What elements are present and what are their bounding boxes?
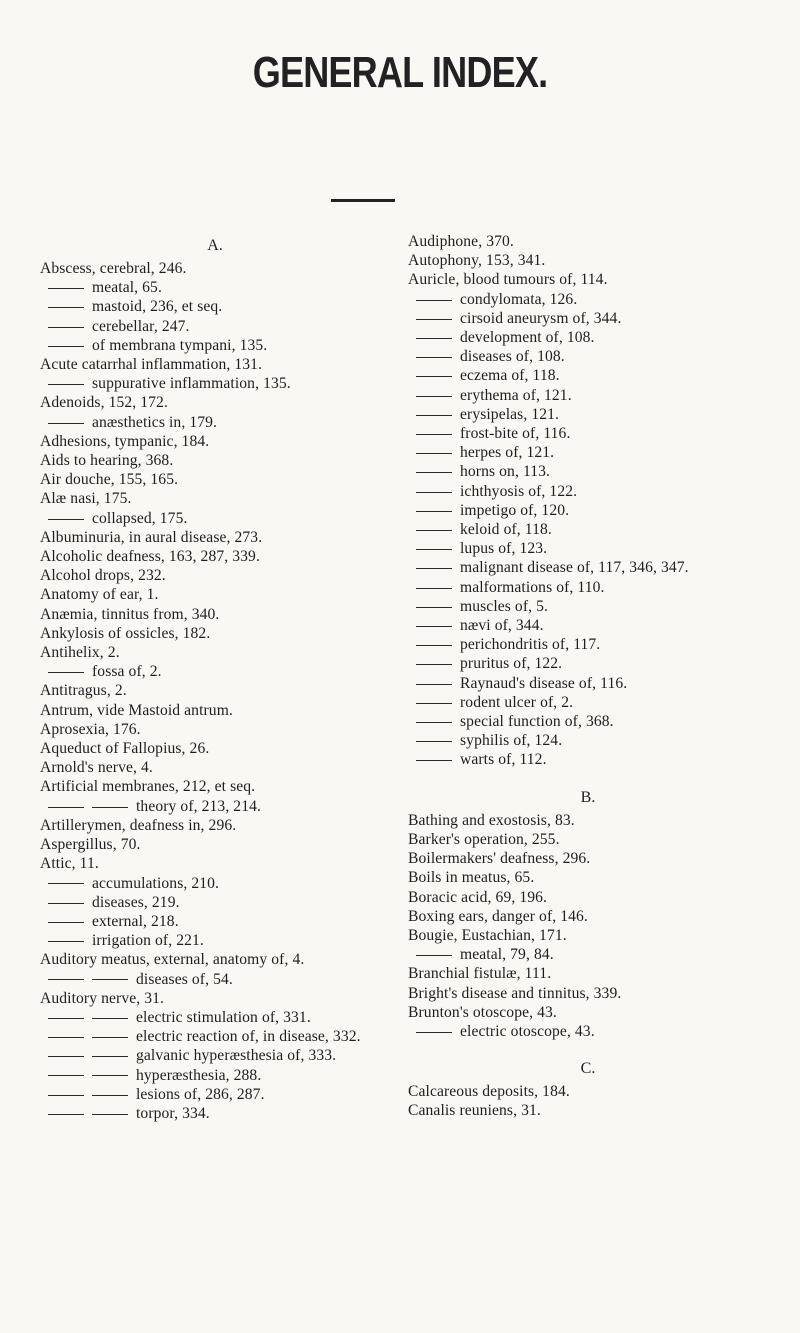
entry-text: development of, 108. [460,329,595,347]
index-entry [408,251,768,270]
entry-text: hyperæsthesia, 288. [136,1066,262,1084]
entry-text: muscles of, 5. [460,597,549,615]
entry-text: horns on, 113. [460,463,551,481]
entry-text: electric stimulation of, 331. [136,1008,311,1026]
ditto-dash [48,672,84,673]
section-letter-heading: B. [580,788,596,806]
index-entry [408,830,768,849]
ditto-dash [416,607,452,608]
index-subentry [40,317,390,336]
ditto-dash [48,423,84,424]
index-entry [408,926,768,945]
entry-text: Auditory meatus, external, anatomy of, 4. [40,951,305,969]
entry-text: cirsoid aneurysm of, 344. [460,309,622,327]
index-subentry [408,405,768,424]
entry-text: Artillerymen, deafness in, 296. [40,816,237,834]
entry-text: herpes of, 121. [460,444,555,462]
ditto-dash [416,626,452,627]
ditto-dash [48,327,84,328]
ditto-dash [92,1095,128,1096]
index-subentry [408,731,768,750]
ditto-dash [92,1114,128,1115]
entry-text: Albuminuria, in aural disease, 273. [40,528,263,546]
index-subentry [408,712,768,731]
index-entry [40,432,390,451]
index-subentry [408,290,768,309]
entry-text: Aspergillus, 70. [40,836,141,854]
index-entry [40,739,390,758]
entry-text: Alæ nasi, 175. [40,490,132,508]
index-subentry [40,1085,390,1104]
ditto-dash [48,288,84,289]
ditto-dash [416,568,452,569]
entry-text: Auricle, blood tumours of, 114. [408,271,608,289]
entry-text: lupus of, 123. [460,540,548,558]
section-letter-heading: C. [580,1060,596,1078]
index-entry [40,451,390,470]
index-entry [40,470,390,489]
ditto-dash [48,807,84,808]
entry-text: Ankylosis of ossicles, 182. [40,624,211,642]
ditto-dash [416,741,452,742]
ditto-dash [48,922,84,923]
entry-text: suppurative inflammation, 135. [92,375,291,393]
entry-text: theory of, 213, 214. [136,797,261,815]
title-rule [331,199,395,202]
entry-text: Acute catarrhal inflammation, 131. [40,356,263,374]
index-entry [408,270,768,289]
index-subentry [408,654,768,673]
entry-text: Brunton's otoscope, 43. [408,1003,557,1021]
ditto-dash [416,703,452,704]
ditto-dash [92,1037,128,1038]
entry-text: Boracic acid, 69, 196. [408,888,548,906]
entry-text: Adhesions, tympanic, 184. [40,432,210,450]
ditto-dash [416,722,452,723]
index-entry [40,854,390,873]
entry-text: Bougie, Eustachian, 171. [408,926,567,944]
ditto-dash [416,415,452,416]
entry-text: Artificial membranes, 212, et seq. [40,778,256,796]
entry-text: Aids to hearing, 368. [40,452,174,470]
index-entry [40,393,390,412]
entry-text: pruritus of, 122. [460,655,563,673]
ditto-dash [416,357,452,358]
entry-text: torpor, 334. [136,1104,210,1122]
ditto-dash [92,807,128,808]
index-subentry [408,616,768,635]
ditto-dash [48,903,84,904]
index-entry [408,984,768,1003]
entry-text: ichthyosis of, 122. [460,482,578,500]
entry-text: Aqueduct of Fallopius, 26. [40,740,210,758]
entry-text: condylomata, 126. [460,290,578,308]
entry-text: Arnold's nerve, 4. [40,759,153,777]
index-entry [408,811,768,830]
index-subentry [408,309,768,328]
index-subentry [408,520,768,539]
index-entry [408,964,768,983]
index-entry [408,907,768,926]
entry-text: accumulations, 210. [92,874,220,892]
index-subentry [40,1008,390,1027]
ditto-dash [416,1032,452,1033]
index-subentry [40,874,390,893]
index-column-right [408,232,768,1121]
ditto-dash [416,760,452,761]
index-entry [408,232,768,251]
index-subentry [408,328,768,347]
entry-text: Abscess, cerebral, 246. [40,260,187,277]
index-subentry [40,336,390,355]
ditto-dash [416,319,452,320]
index-entry [40,489,390,508]
ditto-dash [48,941,84,942]
entry-text: diseases of, 54. [136,970,233,988]
index-subentry [40,1104,390,1123]
index-subentry [40,1046,390,1065]
entry-text: Air douche, 155, 165. [40,471,179,489]
entry-text: Autophony, 153, 341. [408,252,546,270]
entry-text: galvanic hyperæsthesia of, 333. [136,1047,337,1065]
entry-text: Raynaud's disease of, 116. [460,674,628,692]
entry-text: Alcoholic deafness, 163, 287, 339. [40,548,260,566]
index-subentry [40,912,390,931]
entry-text: electric otoscope, 43. [460,1022,595,1040]
ditto-dash [92,979,128,980]
ditto-dash [416,453,452,454]
index-entry [40,989,390,1008]
index-subentry [408,597,768,616]
entry-text: Antitragus, 2. [40,682,127,700]
entry-text: syphilis of, 124. [460,732,563,750]
index-entry [408,888,768,907]
entry-text: diseases of, 108. [460,348,565,366]
entry-text: mastoid, 236, et seq. [92,298,223,316]
ditto-dash [416,396,452,397]
index-subentry [408,558,768,577]
entry-text: frost-bite of, 116. [460,425,571,443]
entry-text: warts of, 112. [460,751,547,769]
ditto-dash [416,684,452,685]
index-subentry [408,462,768,481]
ditto-dash [48,1018,84,1019]
entry-text: meatal, 79, 84. [460,946,554,964]
index-subentry [408,674,768,693]
entry-text: eczema of, 118. [460,367,560,385]
index-entry [40,259,390,278]
ditto-dash [416,300,452,301]
index-entry [40,624,390,643]
section-letter-heading: A. [207,237,223,254]
entry-text: Calcareous deposits, 184. [408,1083,570,1101]
entry-text: Aprosexia, 176. [40,720,141,738]
entry-text: erysipelas, 121. [460,405,560,423]
ditto-dash [48,979,84,980]
ditto-dash [48,519,84,520]
entry-text: external, 218. [92,912,179,930]
ditto-dash [48,384,84,385]
entry-text: Anæmia, tinnitus from, 340. [40,605,220,623]
entry-text: malformations of, 110. [460,578,605,596]
index-subentry [40,509,390,528]
ditto-dash [416,472,452,473]
entry-text: Bright's disease and tinnitus, 339. [408,984,622,1002]
entry-text: perichondritis of, 117. [460,636,601,654]
index-subentry [40,893,390,912]
index-entry [40,835,390,854]
index-entry [40,355,390,374]
index-subentry [408,501,768,520]
entry-text: nævi of, 344. [460,617,544,635]
index-entry [40,950,390,969]
ditto-dash [48,307,84,308]
entry-text: irrigation of, 221. [92,932,204,950]
ditto-dash [416,955,452,956]
index-subentry [40,1027,390,1046]
index-subentry [40,374,390,393]
entry-text: cerebellar, 247. [92,317,190,335]
index-subentry [408,1022,768,1041]
ditto-dash [48,1095,84,1096]
ditto-dash [92,1018,128,1019]
ditto-dash [416,434,452,435]
ditto-dash [48,1075,84,1076]
ditto-dash [48,346,84,347]
index-entry [40,816,390,835]
index-subentry [408,945,768,964]
ditto-dash [416,588,452,589]
entry-text: meatal, 65. [92,279,162,297]
ditto-dash [416,338,452,339]
entry-text: impetigo of, 120. [460,501,570,519]
entry-text: Boilermakers' deafness, 296. [408,850,591,868]
index-subentry [408,424,768,443]
section-gap [408,1041,768,1055]
ditto-dash [416,549,452,550]
index-entry [40,605,390,624]
index-subentry [40,662,390,681]
index-entry [40,681,390,700]
index-entry [408,849,768,868]
ditto-dash [416,376,452,377]
index-subentry [40,797,390,816]
index-entry [40,777,390,796]
index-subentry [408,693,768,712]
index-entry [408,868,768,887]
entry-text: malignant disease of, 117, 346, 347. [460,559,689,577]
index-subentry [40,278,390,297]
entry-text: Branchial fistulæ, 111. [408,965,552,983]
entry-text: Antihelix, 2. [40,644,120,662]
index-subentry [40,297,390,316]
entry-text: Audiphone, 370. [408,233,514,250]
index-entry [408,1003,768,1022]
index-subentry [408,635,768,654]
entry-text: Boils in meatus, 65. [408,869,535,887]
index-subentry [408,482,768,501]
entry-text: collapsed, 175. [92,509,188,527]
ditto-dash [416,530,452,531]
entry-text: fossa of, 2. [92,663,162,681]
entry-text: lesions of, 286, 287. [136,1085,265,1103]
index-subentry [40,413,390,432]
ditto-dash [92,1056,128,1057]
ditto-dash [416,664,452,665]
entry-text: Bathing and exostosis, 83. [408,811,575,829]
index-entry [40,701,390,720]
ditto-dash [48,883,84,884]
index-entry [408,1082,768,1101]
index-entry [40,566,390,585]
entry-text: rodent ulcer of, 2. [460,693,574,711]
index-subentry [408,750,768,769]
entry-text: Attic, 11. [40,855,99,873]
entry-text: Boxing ears, danger of, 146. [408,907,588,925]
index-subentry [40,970,390,989]
index-entry [40,585,390,604]
entry-text: erythema of, 121. [460,386,572,404]
ditto-dash [92,1075,128,1076]
entry-text: of membrana tympani, 135. [92,336,268,354]
entry-text: Antrum, vide Mastoid antrum. [40,701,233,719]
index-entry [40,528,390,547]
ditto-dash [48,1037,84,1038]
ditto-dash [416,492,452,493]
entry-text: Canalis reuniens, 31. [408,1102,541,1120]
ditto-dash [48,1056,84,1057]
entry-text: electric reaction of, in disease, 332. [136,1028,361,1046]
ditto-dash [416,511,452,512]
index-subentry [408,366,768,385]
index-subentry [408,386,768,405]
entry-text: diseases, 219. [92,893,180,911]
index-subentry [408,443,768,462]
index-subentry [408,347,768,366]
entry-text: anæsthetics in, 179. [92,413,218,431]
index-subentry [40,931,390,950]
entry-text: Auditory nerve, 31. [40,989,165,1007]
entry-text: Alcohol drops, 232. [40,567,166,585]
index-entry [408,1101,768,1120]
entry-text: Adenoids, 152, 172. [40,394,168,412]
index-subentry [408,578,768,597]
entry-text: Barker's operation, 255. [408,830,560,848]
index-column-left [40,232,390,1123]
index-subentry [40,1066,390,1085]
ditto-dash [416,645,452,646]
index-entry [40,758,390,777]
section-gap [408,770,768,784]
entry-text: special function of, 368. [460,713,614,731]
index-subentry [408,539,768,558]
index-entry [40,720,390,739]
entry-text: keloid of, 118. [460,521,552,539]
page-title: GENERAL INDEX. [252,48,548,97]
index-entry [40,547,390,566]
ditto-dash [48,1114,84,1115]
index-entry [40,643,390,662]
entry-text: Anatomy of ear, 1. [40,586,159,604]
